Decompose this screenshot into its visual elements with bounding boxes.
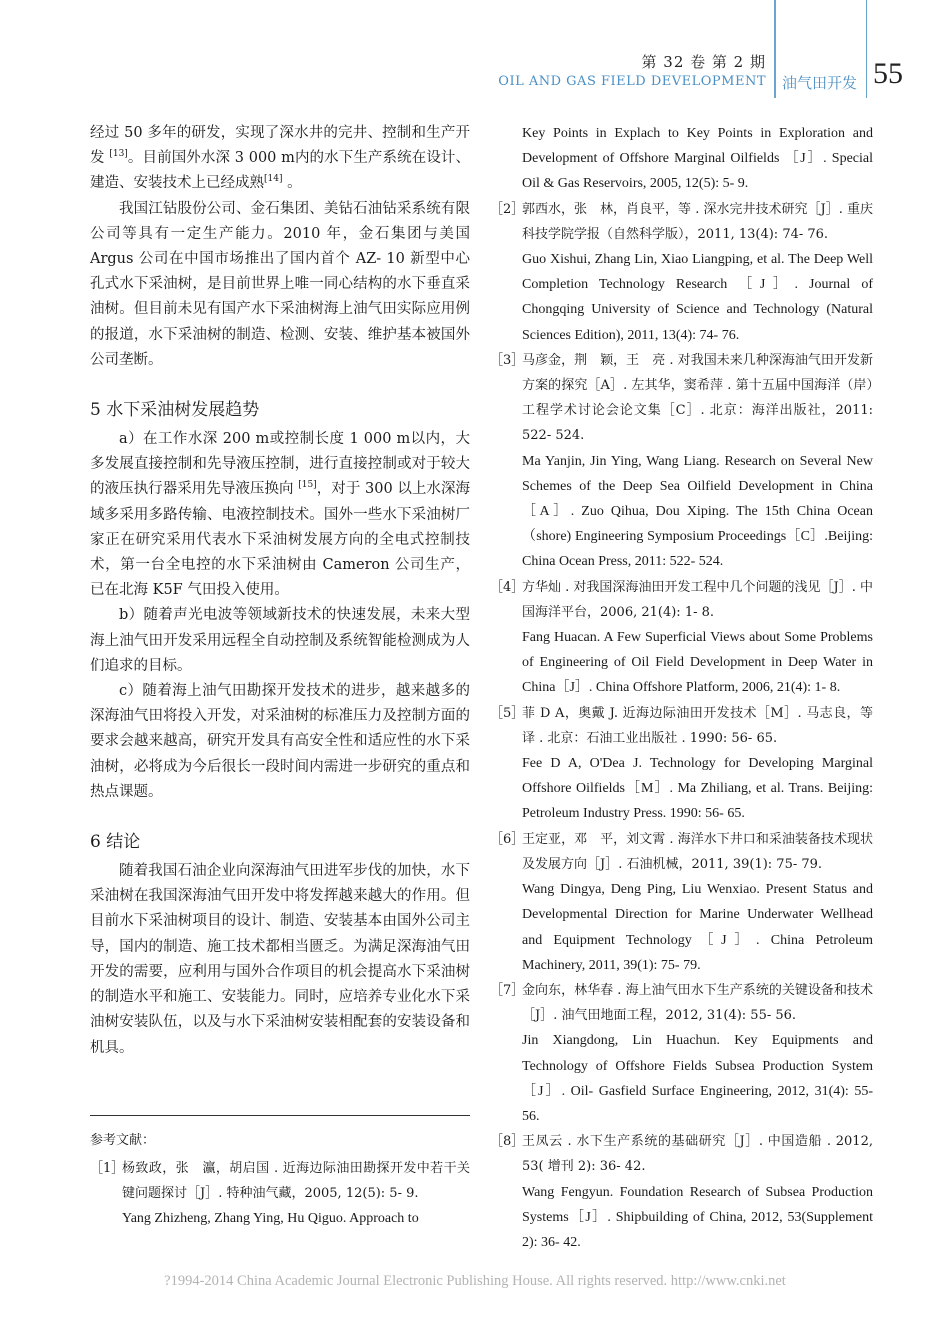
paragraph: 我国江钻股份公司、金石集团、美钻石油钻采系统有限公司等具有一定生产能力。2010 年，金石集团与美国 Argus 公司在中国市场推出了国内首个 AZ- 10 新型中心孔式水下采油树，是目前世界上唯一同心结构的水下垂直采油树。但目前未见有国产水下采油树海上油气田实际应用例的报道，水下采油树的制造、检测、安装、维护基本被国外公司垄断。 (90, 200, 470, 368)
reference-item: ［1］ 杨致政，张 瀛，胡启国 . 近海边际油田勘探开发中若干关键问题探讨［J］. 特种油气藏，2005, 12(5): 5- 9. Yang Zhizheng, Zhang Ying, Hu Qiguo. Approach to (90, 1160, 470, 1227)
reference-item: ［8］ 王凤云 . 水下生产系统的基础研究［J］. 中国造船 . 2012, 53( 增刊 2): 36- 42. Wang Fengyun. Foundation Research of Subsea Production Systems［J］. Shipbuilding of China, 2012, 53(Supplement 2): 36- 42. (490, 1134, 873, 1250)
reference-item: Key Points in Explach to Key Points in Exploration and Development of Offshore Marginal Oilfields ［J］. Special Oil & Gas Reservoirs, 2005, 12(5): 5- 9. (522, 126, 873, 192)
paragraph: a）在工作水深 200 m或控制长度 1 000 m以内，大多发展直接控制和先导液压控制，进行直接控制或对于较大的液压执行器采用先导液压换向 [15]，对于 300 以上水深海域多采用多路传输、电液控制技术。国外一些水下采油树厂家正在研究采用代表水下采油树发展方向的全电式控制技术，第一台全电控的水下采油树由 Cameron 公司生产，已在北海 K5F 气田投入使用。 (90, 431, 470, 599)
reference-item: ［3］ 马彦金，荆 颖，王 亮 . 对我国未来几种深海油气田开发新方案的探究［A］. 左其华，窦希萍 . 第十五届中国海洋（岸）工程学术讨论会论文集［C］. 北京：海洋出版社，2011: 522- 524. Ma Yanjin, Jin Ying, Wang Liang. Research on Several New Schemes of the Deep Sea Oilfield Development in China［A］. Zuo Qihua, Dou Xiping. The 15th China Ocean（shore) Engineering Symposium Proceedings［C］.Beijing: China Ocean Press, 2011: 522- 524. (490, 352, 873, 570)
page-number: 55 (873, 57, 903, 90)
references-divider (90, 1115, 470, 1116)
reference-item: ［2］ 郭西水，张 林，肖良平，等 . 深水完井技术研究［J］. 重庆科技学院学报（自然科学版），2011, 13(4): 74- 76. Guo Xishui, Zhang Lin, Xiao Liangping, et al. The Deep Well Completion Technology Research ［J］. Journal of Chongqing University of Science and Technology (Natural Sciences Edition), 2011, 13(4): 74- 76. (490, 201, 873, 343)
citation: [14] (264, 174, 283, 185)
paragraph: b）随着声光电波等领域新技术的快速发展，未来大型海上油气田开发采用远程全自动控制及系统智能检测成为人们追求的目标。 (90, 607, 470, 674)
section-heading-6: 6 结论 (90, 832, 141, 853)
references-title: 参考文献： (90, 1132, 156, 1148)
journal-title-cn: 油气田开发 (782, 74, 858, 92)
journal-title-en: OIL AND GAS FIELD DEVELOPMENT (498, 74, 766, 89)
paragraph: c）随着海上油气田勘探开发技术的进步，越来越多的深海油气田将投入开发，对采油树的标准压力及控制方面的要求会越来越高，研究开发具有高安全性和适应性的水下采油树，必将成为今后很长一段时间内需进一步研究的重点和热点课题。 (90, 683, 470, 800)
reference-item: ［6］ 王定亚，邓 平，刘文霄 . 海洋水下井口和采油装备技术现状及发展方向［J］. 石油机械，2011, 39(1): 75- 79. Wang Dingya, Deng Ping, Liu Wenxiao. Present Status and Developmental Direction for Marine Underwater Wellhead and Equipment Technology［J］. China Petroleum Machinery, 2011, 39(1): 75- 79. (490, 831, 873, 973)
left-column (90, 121, 470, 1231)
section-heading-5: 5 水下采油树发展趋势 (90, 400, 260, 421)
copyright-footer: ?1994-2014 China Academic Journal Electronic Publishing House. All rights reserved. http://www.cnki.net (164, 1273, 786, 1289)
paragraph: 随着我国石油企业向深海油气田进军步伐的加快，水下采油树在我国深海油气田开发中将发挥越来越大的作用。但目前水下采油树项目的设计、制造、安装基本由国外公司主导，国内的制造、施工技术都相当匮乏。为满足深海油气田开发的需要，应利用与国外合作项目的机会提高水下采油树的制造水平和施工、安装能力。同时，应培养专业化水下采油树安装队伍，以及与水下采油树安装相配套的安装设备和机具。 (90, 863, 470, 1056)
right-column (490, 121, 873, 1255)
citation: [15] (298, 480, 317, 491)
reference-item: ［7］ 金向东，林华春 . 海上油气田水下生产系统的关键设备和技术［J］. 油气田地面工程，2012, 31(4): 55- 56. Jin Xiangdong, Lin Huachun. Key Equipments and Technology of Offshore Fields Subsea Production System［J］. Oil- Gasfield Surface Engineering, 2012, 31(4): 55- 56. (490, 982, 873, 1124)
paragraph: 经过 50 多年的研发，实现了深水井的完井、控制和生产开发 [13]。目前国外水深 3 000 m内的水下生产系统在设计、建造、安装技术上已经成熟[14] 。 (90, 125, 471, 192)
citation: [13] (109, 149, 128, 160)
reference-item: ［4］ 方华灿 . 对我国深海油田开发工程中几个问题的浅见［J］. 中国海洋平台，2006, 21(4): 1- 8. Fang Huacan. A Few Superficial Views about Some Problems of Engineering of Oil Field Development in Deep Water in China［J］. China Offshore Platform, 2006, 21(4): 1- 8. (490, 579, 873, 696)
issue-number: 第 32 卷 第 2 期 (641, 53, 766, 71)
references-list (490, 197, 873, 1256)
reference-item: ［5］ 菲 D A，奥戴 J. 近海边际油田开发技术［M］. 马志良，等译 . 北京：石油工业出版社 . 1990: 56- 65. Fee D A, O'Dea J. Technology for Developing Marginal Offshore Oilfields［M］. Ma Zhiliang, et al. Trans. Beijing: Petroleum Industry Press. 1990: 56- 65. (490, 705, 873, 822)
header-divider-2 (866, 0, 867, 98)
header-divider (774, 0, 776, 98)
